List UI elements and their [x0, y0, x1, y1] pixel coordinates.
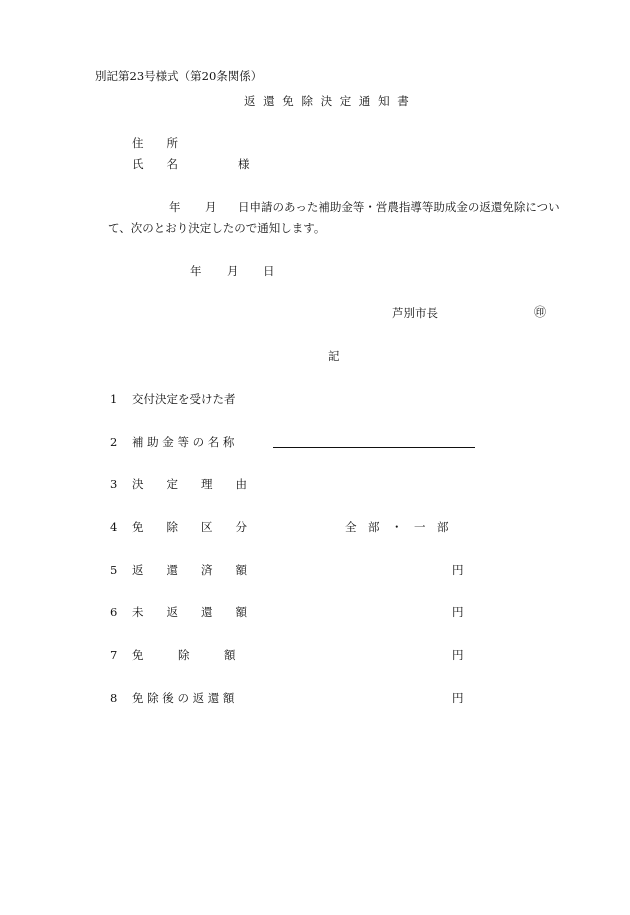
item-number: 6 [110, 605, 118, 619]
honorific: 様 [238, 157, 250, 171]
issue-date-day: 日 [263, 264, 275, 278]
item-label: 未 返 還 額 [132, 605, 247, 619]
item-label: 補 助 金 等 の 名 称 [132, 435, 235, 449]
item-label: 交付決定を受けた者 [132, 392, 236, 406]
item-label: 返 還 済 額 [132, 563, 247, 577]
item-number: 5 [110, 563, 118, 577]
item-number: 8 [110, 691, 118, 705]
item-label: 免 除 後 の 返 還 額 [132, 691, 235, 705]
item-number: 3 [110, 477, 118, 491]
item-number: 1 [110, 392, 118, 406]
subsidy-name-field[interactable] [273, 447, 475, 448]
body-line-2: て、次のとおり決定したので通知します。 [108, 221, 326, 235]
item-label: 免 除 額 [132, 648, 236, 662]
body-year: 年 [169, 200, 181, 214]
body-month: 月 [205, 200, 217, 214]
ki-heading: 記 [328, 349, 340, 363]
yen-unit: 円 [452, 691, 464, 705]
seal-icon: ㊞ [534, 305, 547, 319]
item-label: 決 定 理 由 [132, 477, 247, 491]
issue-date-year: 年 [190, 264, 202, 278]
form-header: 別記第23号様式（第20条関係） [95, 69, 263, 83]
item-number: 2 [110, 435, 118, 449]
body-line-1: 日申請のあった補助金等・営農指導等助成金の返還免除につい [238, 200, 560, 214]
yen-unit: 円 [452, 563, 464, 577]
yen-unit: 円 [452, 605, 464, 619]
item-label: 免 除 区 分 [132, 520, 247, 534]
item-number: 4 [110, 520, 118, 534]
address-label: 住 所 [132, 136, 178, 150]
name-label: 氏 名 [132, 157, 178, 171]
document-title: 返 還 免 除 決 定 通 知 書 [244, 94, 411, 108]
issue-date-month: 月 [227, 264, 239, 278]
yen-unit: 円 [452, 648, 464, 662]
exemption-category-value: 全 部 ・ 一 部 [345, 520, 449, 534]
item-number: 7 [110, 648, 118, 662]
issuer-name: 芦別市長 [392, 306, 438, 320]
